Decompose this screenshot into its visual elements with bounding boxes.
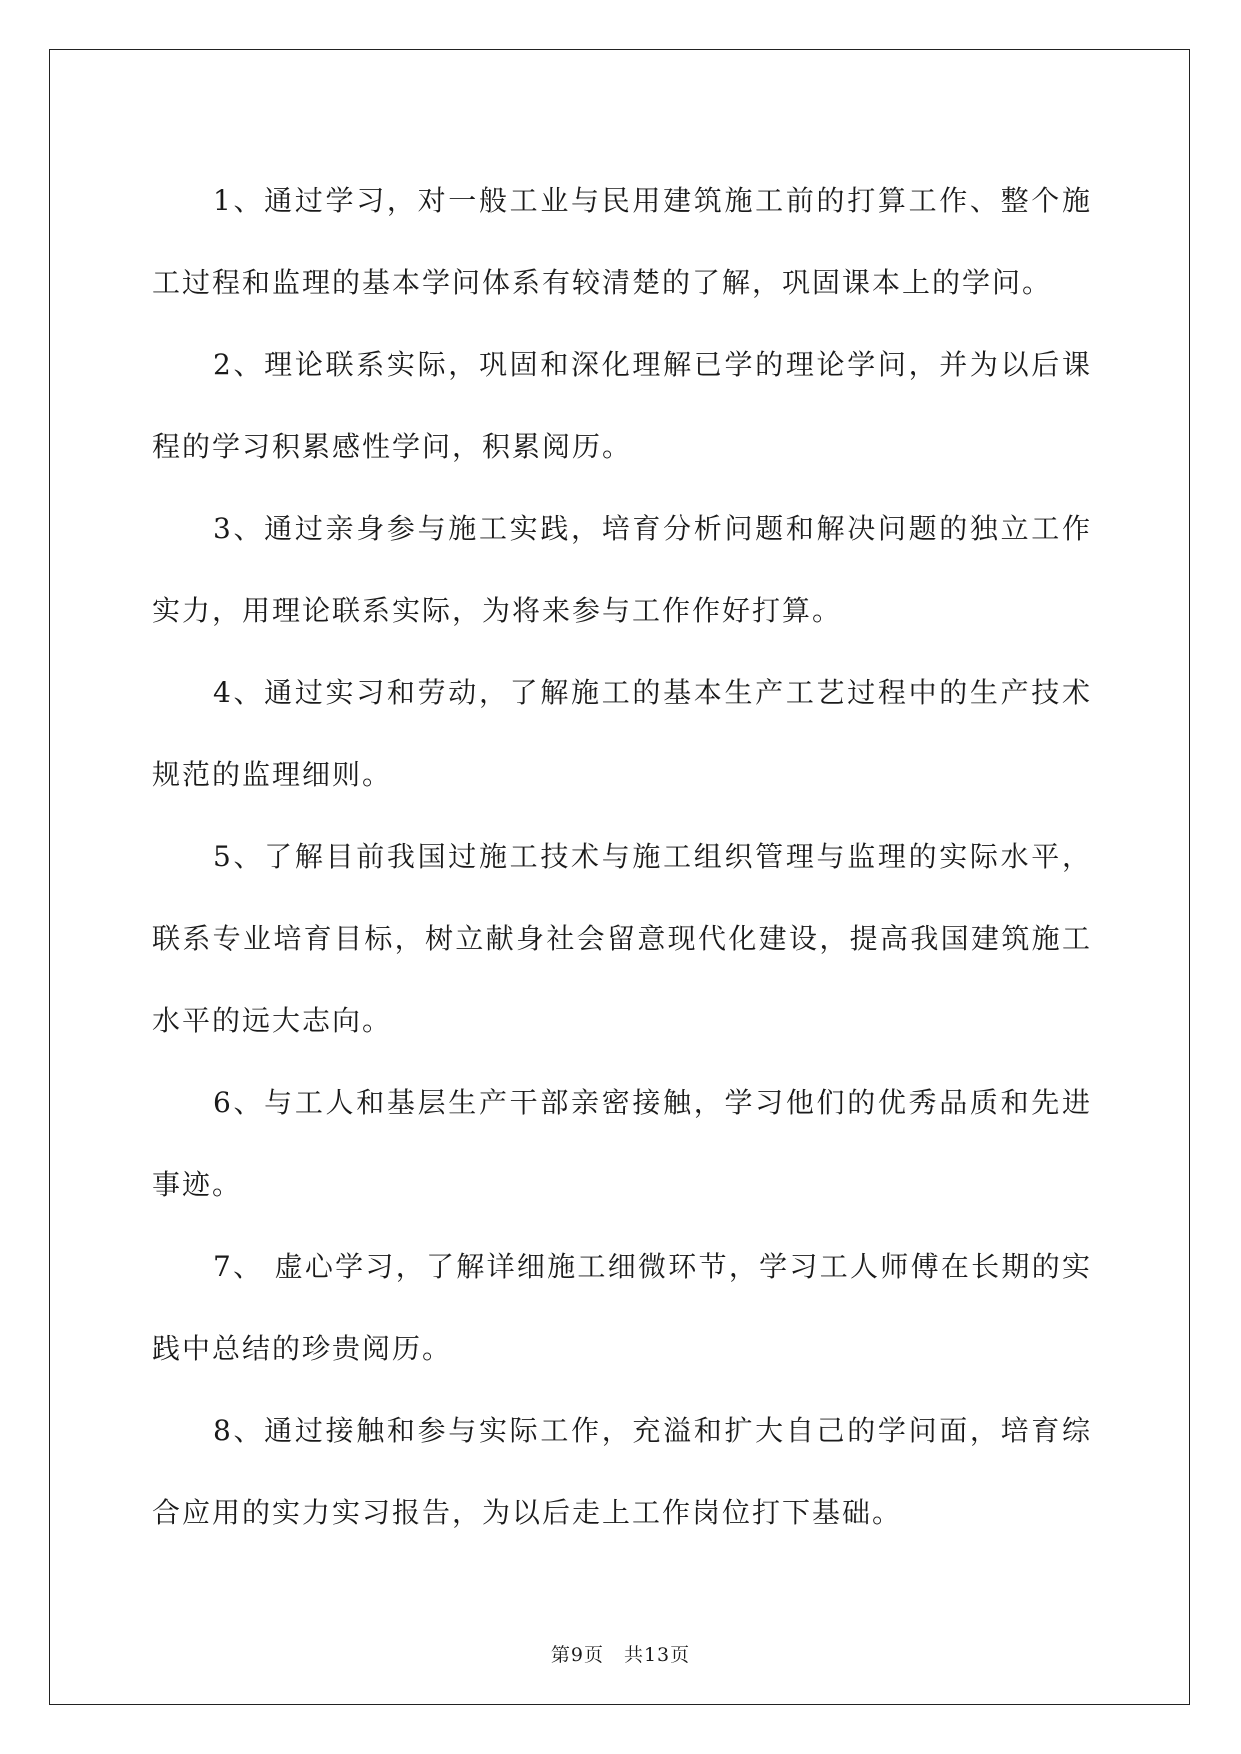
paragraph-6: 6、与工人和基层生产干部亲密接触，学习他们的优秀品质和先进事迹。 xyxy=(152,1086,1092,1201)
page-footer: 第9页 共13页 xyxy=(550,1644,691,1666)
paragraph-8: 8、通过接触和参与实际工作，充溢和扩大自己的学问面，培育综合应用的实力实习报告，为以后走上工作岗位打下基础。 xyxy=(152,1414,1092,1529)
paragraph-2: 2、理论联系实际，巩固和深化理解已学的理论学问，并为以后课程的学习积累感性学问，积累阅历。 xyxy=(152,348,1092,463)
paragraph-1: 1、通过学习，对一般工业与民用建筑施工前的打算工作、整个施工过程和监理的基本学问体系有较清楚的了解，巩固课本上的学问。 xyxy=(152,184,1092,299)
paragraph-5: 5、了解目前我国过施工技术与施工组织管理与监理的实际水平，联系专业培育目标，树立献身社会留意现代化建设，提高我国建筑施工水平的远大志向。 xyxy=(152,840,1092,1037)
document-body xyxy=(152,160,1092,1554)
paragraph-7: 7、 虚心学习，了解详细施工细微环节，学习工人师傅在长期的实践中总结的珍贵阅历。 xyxy=(152,1250,1092,1365)
paragraph-4: 4、通过实习和劳动，了解施工的基本生产工艺过程中的生产技术规范的监理细则。 xyxy=(152,676,1092,791)
paragraph-3: 3、通过亲身参与施工实践，培育分析问题和解决问题的独立工作实力，用理论联系实际，为将来参与工作作好打算。 xyxy=(152,512,1092,627)
